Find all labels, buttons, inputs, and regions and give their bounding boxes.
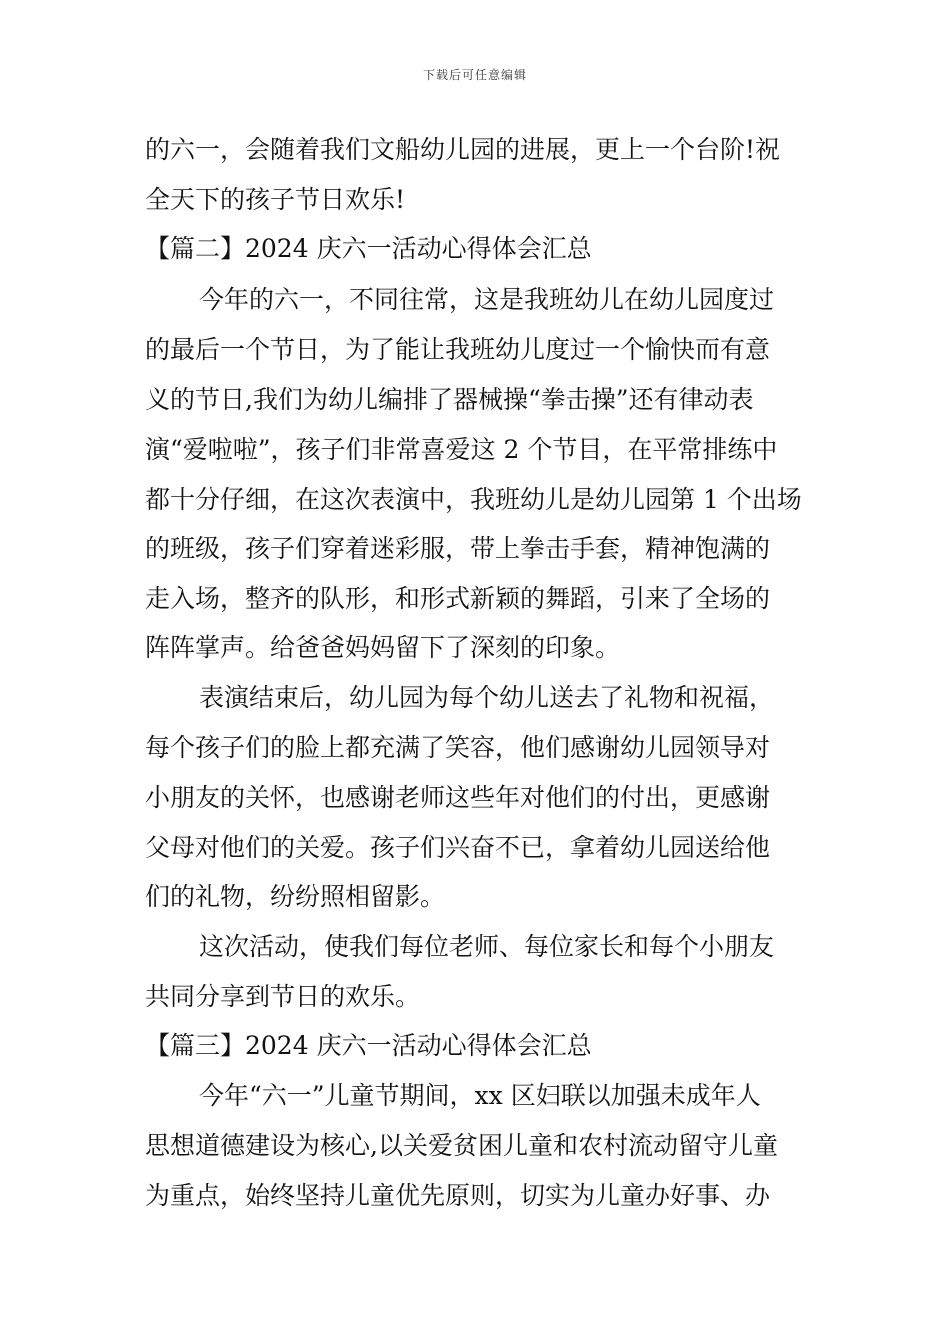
header-note: 下载后可任意编辑 — [422, 68, 527, 82]
body-text-line: 今年的六一，不同往常，这是我班幼儿在幼儿园度过 — [199, 285, 775, 314]
body-text-line: 每个孩子们的脸上都充满了笑容，他们感谢幼儿园领导对 — [145, 733, 771, 762]
body-text-line: 这次活动，使我们每位老师、每位家长和每个小朋友 — [199, 932, 775, 961]
section-heading-3: 【篇三】2024 庆六一活动心得体会汇总 — [145, 1031, 592, 1060]
body-text-line: 走入场，整齐的队形，和形式新颖的舞蹈，引来了全场的 — [145, 584, 771, 613]
body-text-line: 的六一，会随着我们文船幼儿园的进展，更上一个台阶!祝 — [145, 135, 781, 164]
body-text-line: 的最后一个节日，为了能让我班幼儿度过一个愉快而有意 — [145, 335, 771, 364]
body-text-line: 表演结束后，幼儿园为每个幼儿送去了礼物和祝福， — [199, 683, 775, 712]
body-text-line: 义的节日,我们为幼儿编排了器械操“拳击操”还有律动表 — [145, 385, 754, 414]
body-text-line: 阵阵掌声。给爸爸妈妈留下了深刻的印象。 — [145, 633, 621, 662]
body-text-line: 的班级，孩子们穿着迷彩服，带上拳击手套，精神饱满的 — [145, 534, 771, 563]
body-text-line: 父母对他们的关爱。孩子们兴奋不已，拿着幼儿园送给他 — [145, 833, 771, 862]
body-text-line: 思想道德建设为核心,以关爱贫困儿童和农村流动留守儿童 — [145, 1131, 778, 1160]
body-text-line: 演“爱啦啦”，孩子们非常喜爱这 2 个节目，在平常排练中 — [145, 435, 778, 464]
body-text-line: 小朋友的关怀，也感谢老师这些年对他们的付出，更感谢 — [145, 783, 771, 812]
body-text-line: 为重点，始终坚持儿童优先原则，切实为儿童办好事、办 — [145, 1181, 771, 1210]
section-heading-2: 【篇二】2024 庆六一活动心得体会汇总 — [145, 234, 592, 263]
body-text-line: 们的礼物，纷纷照相留影。 — [145, 882, 446, 911]
body-text-line: 全天下的孩子节日欢乐! — [145, 185, 406, 214]
body-text-line: 今年“六一”儿童节期间，xx 区妇联以加强未成年人 — [199, 1081, 761, 1110]
body-text-line: 共同分享到节日的欢乐。 — [145, 982, 421, 1011]
body-text-line: 都十分仔细，在这次表演中，我班幼儿是幼儿园第 1 个出场 — [145, 485, 802, 514]
